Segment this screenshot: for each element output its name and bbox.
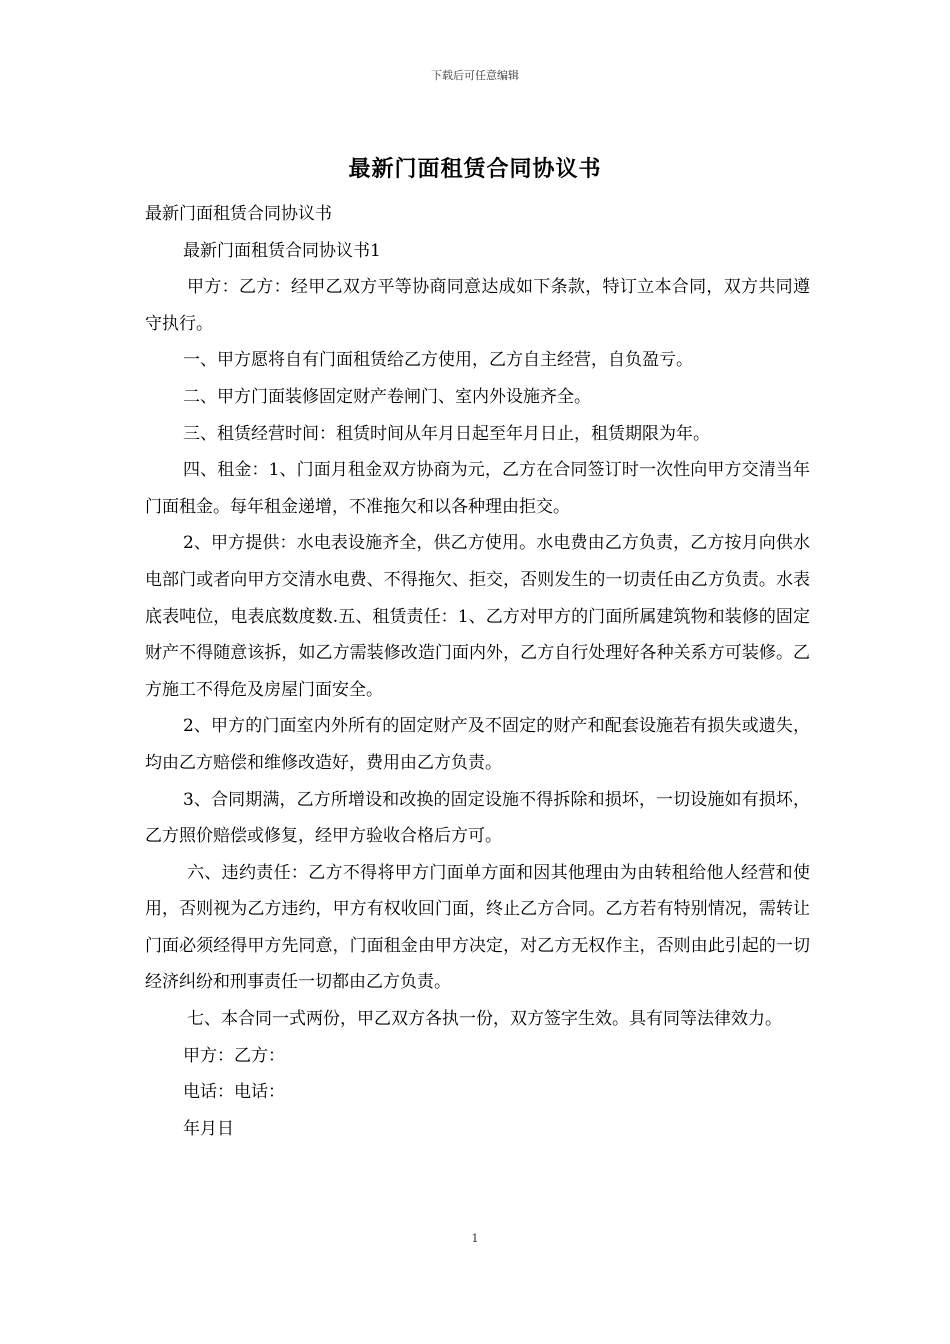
clause-3: 三、租赁经营时间：租赁时间从年月日起至年月日止，租赁期限为年。: [183, 423, 710, 444]
clause-4-utilities: 2、甲方提供：水电表设施齐全，供乙方使用。水电费由乙方负责，乙方按月向供水电部门或者向甲方交清水电费、不得拖欠、拒交，否则发生的一切责任由乙方负责。水表底表吨位，电表底数度数.五、租赁责任：1、乙方对甲方的门面所属建筑物和装修的固定财产不得随意该拆，如乙方需装修改造门面内外，乙方自行处理好各种关系方可装修。乙方施工不得危及房屋门面安全。: [145, 533, 810, 700]
document-title: 最新门面租赁合同协议书: [348, 157, 602, 182]
clause-5-item-3: 3、合同期满，乙方所增设和改换的固定设施不得拆除和损坏，一切设施如有损坏，乙方照价赔偿或修复，经甲方验收合格后方可。: [145, 789, 810, 847]
clause-6-breach: 六、违约责任：乙方不得将甲方门面单方面和因其他理由为由转租给他人经营和使用，否则视为乙方违约，甲方有权收回门面，终止乙方合同。乙方若有特别情况，需转让门面必须经得甲方先同意，门面租金由甲方决定，对乙方无权作主，否则由此引起的一切经济纠纷和刑事责任一切都由乙方负责。: [145, 862, 810, 993]
signature-date: 年月日: [183, 1118, 234, 1139]
subtitle-paragraph: 最新门面租赁合同协议书: [145, 204, 332, 224]
signature-parties: 甲方：乙方：: [183, 1045, 285, 1066]
clause-1: 一、甲方愿将自有门面租赁给乙方使用，乙方自主经营，自负盈亏。: [183, 350, 693, 371]
parties-paragraph: 甲方：乙方：经甲乙双方平等协商同意达成如下条款，特订立本合同，双方共同遵守执行。: [145, 277, 810, 334]
section-heading: 最新门面租赁合同协议书1: [183, 240, 381, 261]
document-body: [145, 196, 810, 1147]
signature-phones: 电话：电话：: [183, 1082, 285, 1103]
clause-5-item-2: 2、甲方的门面室内外所有的固定财产及不固定的财产和配套设施若有损失或遗失，均由乙方赔偿和维修改造好，费用由乙方负责。: [145, 716, 810, 773]
page-number: 1: [471, 1232, 479, 1245]
clause-2: 二、甲方门面装修固定财产卷闸门、室内外设施齐全。: [183, 386, 591, 407]
header-note: 下载后可任意编辑: [431, 69, 519, 82]
clause-7-copies: 七、本合同一式两份，甲乙双方各执一份，双方签字生效。具有同等法律效力。: [187, 1009, 782, 1030]
clause-4-rent: 四、租金：1、门面月租金双方协商为元，乙方在合同签订时一次性向甲方交清当年门面租金。每年租金递增，不准拖欠和以各种理由拒交。: [145, 460, 810, 517]
